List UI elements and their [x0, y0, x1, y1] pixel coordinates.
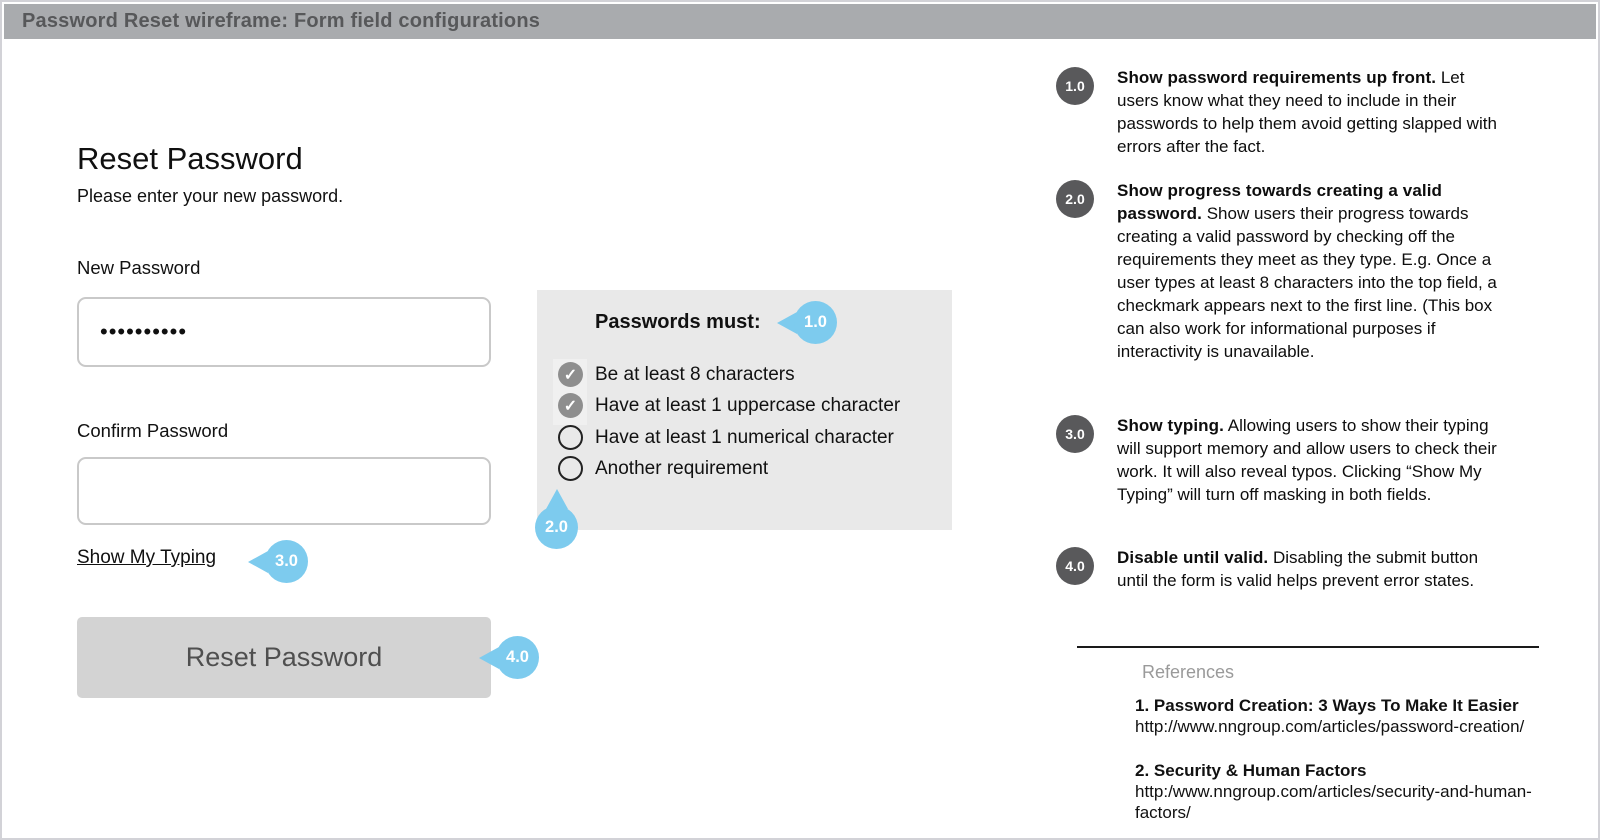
reset-password-button[interactable]: Reset Password — [77, 617, 491, 698]
references-heading: References — [1142, 662, 1235, 682]
annotation-section-3 — [1056, 414, 1526, 506]
password-requirements-box — [537, 290, 952, 530]
reference-item — [1135, 695, 1539, 737]
annotation-text — [1117, 66, 1509, 158]
form-subtitle: Please enter your new password. — [77, 186, 344, 206]
annotation-badge: 3.0 — [1056, 415, 1094, 453]
requirements-heading: Passwords must: — [595, 311, 761, 333]
checkmark-circle-icon: ✓ — [558, 362, 583, 387]
requirement-row — [558, 455, 768, 482]
page-title: Password Reset wireframe: Form field configurations — [22, 10, 541, 32]
requirement-row — [558, 392, 900, 419]
annotation-section-1 — [1056, 66, 1526, 158]
reference-title: 1. Password Creation: 3 Ways To Make It Easier — [1135, 696, 1519, 715]
title-bar — [4, 4, 1596, 39]
new-password-label: New Password — [77, 257, 201, 278]
annotation-bold-lead: Show password requirements up front. — [1117, 68, 1437, 87]
annotation-text — [1117, 546, 1509, 592]
marker-number: 1.0 — [794, 301, 837, 344]
confirm-password-input[interactable] — [77, 457, 491, 525]
requirement-label: Be at least 8 characters — [595, 363, 795, 385]
marker-number: 2.0 — [535, 506, 578, 549]
requirement-label: Have at least 1 uppercase character — [595, 394, 901, 416]
annotation-body-text: Allowing users to show their typing will support memory and allow users to check their work. It will also reveal typos. Clicking “Show My Typing” will turn off masking in both fields. — [1117, 416, 1497, 504]
annotation-text — [1117, 179, 1509, 363]
form-heading: Reset Password — [77, 141, 303, 176]
reference-url: http:/www.nngroup.com/articles/security-and-human-factors/ — [1135, 782, 1532, 822]
annotation-section-4 — [1056, 546, 1526, 592]
annotation-body-text: Let users know what they need to include in their passwords to help them avoid getting slapped with errors after the fact. — [1117, 68, 1497, 156]
new-password-input[interactable] — [77, 297, 491, 367]
checkmark-circle-icon: ✓ — [558, 393, 583, 418]
annotation-badge: 2.0 — [1056, 180, 1094, 218]
callout-marker-1 — [777, 301, 838, 344]
annotation-badge: 1.0 — [1056, 67, 1094, 105]
reference-item — [1135, 760, 1539, 823]
empty-circle-icon — [558, 425, 583, 450]
confirm-password-label: Confirm Password — [77, 420, 229, 441]
reference-url: http://www.nngroup.com/articles/password-creation/ — [1135, 717, 1525, 736]
references-divider — [1077, 646, 1539, 648]
empty-circle-icon — [558, 456, 583, 481]
requirement-row — [558, 424, 894, 451]
reference-title: 2. Security & Human Factors — [1135, 761, 1367, 780]
requirement-label: Have at least 1 numerical character — [595, 426, 894, 448]
show-my-typing-link[interactable]: Show My Typing — [77, 547, 217, 568]
requirement-label: Another requirement — [595, 457, 769, 479]
requirement-row — [558, 361, 795, 388]
annotation-bold-lead: Show typing. — [1117, 416, 1224, 435]
callout-marker-3 — [248, 540, 309, 583]
callout-marker-4 — [479, 636, 540, 679]
annotation-bold-lead: Show progress towards creating a valid password. — [1117, 181, 1442, 223]
annotation-text — [1117, 414, 1509, 506]
annotation-bold-lead: Disable until valid. — [1117, 548, 1269, 567]
marker-number: 4.0 — [496, 636, 539, 679]
annotation-section-2 — [1056, 179, 1526, 363]
callout-marker-2 — [535, 489, 578, 550]
marker-number: 3.0 — [265, 540, 308, 583]
annotation-body-text: Show users their progress towards creating a valid password by checking off the requirements they meet as they type. E.g. Once a user types at least 8 characters into the top field, a checkmark appears next to the first line. (This box can also work for informational purposes if interactivity is unavailable. — [1117, 204, 1497, 361]
annotation-body-text: Disabling the submit button until the form is valid helps prevent error states. — [1117, 548, 1479, 590]
annotation-badge: 4.0 — [1056, 547, 1094, 585]
